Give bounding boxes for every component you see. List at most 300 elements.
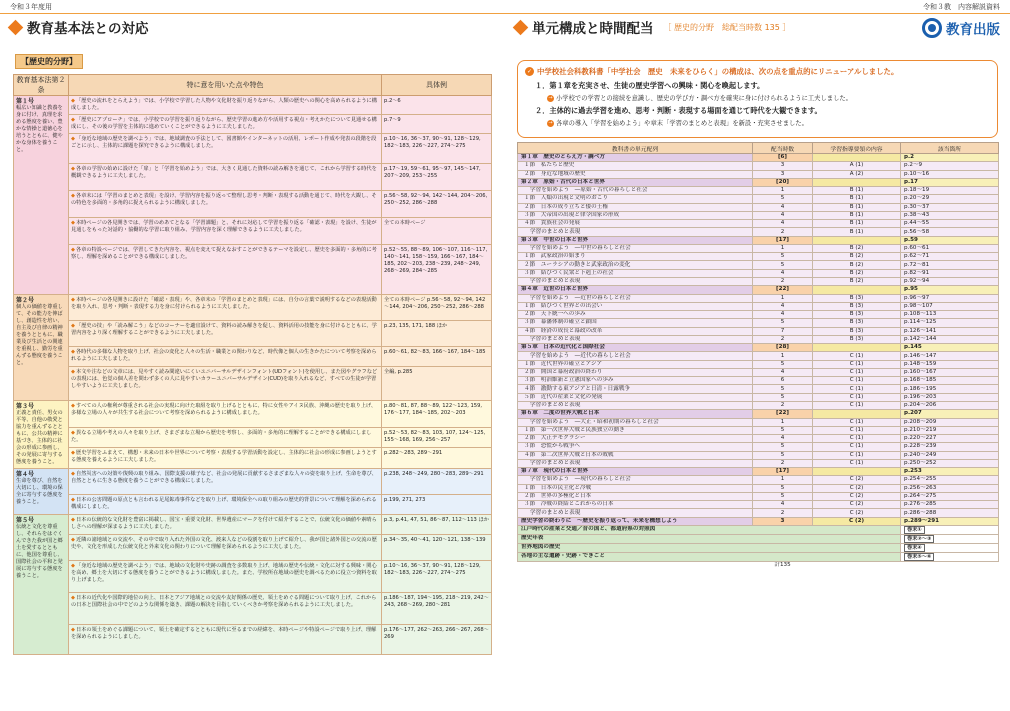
unit-cell: 学習のまとめと表現 xyxy=(518,401,753,409)
header-pages: 該当箇所 xyxy=(901,143,999,154)
example-cell: p.52～55, 88～89, 106～107, 116～117, 140～141, 158～159, 166～167, 184～185, 202～203, 238～239, 248～249, 268～269, 284～285 xyxy=(382,245,492,295)
section-row xyxy=(518,228,999,236)
example-cell: p.186～187, 194～195, 218～219, 242～243, 268～269, 280～281 xyxy=(382,593,492,625)
section-row xyxy=(518,277,999,285)
unit-cell: ２節 大正デモクラシー xyxy=(518,435,753,443)
feature-text: 「歴史の流れをとらえよう」では、小学校で学習した人物や文化財を振り返りながら、人類の歴史への関心を高められるように構成しました。 xyxy=(71,98,377,111)
hours-cell: 1 xyxy=(753,244,813,252)
guideline-cell: C (2) xyxy=(813,517,901,525)
bullet-icon: ◆ xyxy=(71,349,75,355)
guideline-cell: C (1) xyxy=(813,443,901,451)
page-cell: p.2 xyxy=(901,154,999,162)
article-number: 第５号 xyxy=(16,517,35,524)
hours-cell: 3 xyxy=(753,170,813,178)
hours-cell: 1 xyxy=(753,418,813,426)
feature-cell xyxy=(69,593,382,625)
chapter-row xyxy=(518,154,999,162)
guideline-cell xyxy=(813,410,901,418)
appendix-ref: 巻末⑤～⑥ xyxy=(904,553,934,561)
page-cell: p.30～37 xyxy=(901,203,999,211)
guideline-cell: C (1) xyxy=(813,377,901,385)
table-row xyxy=(14,347,492,367)
section-row xyxy=(518,360,999,368)
guideline-cell: B (1) xyxy=(813,203,901,211)
right-page xyxy=(505,0,1010,711)
example-cell: 全ての本時ページ p.56～58, 92～94, 142～144, 204～206, 250～252, 286～288 xyxy=(382,295,492,321)
feature-cell xyxy=(69,469,382,495)
feature-text: 日本の公害問題の原点とも言われる足尾鉱毒事件などを取り上げ、環境保全への取り組みの歴史的背景について理解を深められる構成にしました。 xyxy=(71,497,377,510)
unit-cell: ２節 開国と幕府政治の終わり xyxy=(518,368,753,376)
feature-text: 自然災害への対策や復興の取り組み、国際支援の様子など、社会の発展に貢献するさまざまな人々の姿を取り上げ、生命を尊び、自然とともに生きる態度を養うことができる構成にしました。 xyxy=(71,471,377,484)
unit-cell: ３節 明治維新と立憲国家への歩み xyxy=(518,377,753,385)
section-row xyxy=(518,187,999,195)
unit-cell: ２節 世界の多極化と日本 xyxy=(518,492,753,500)
unit-cell: ２節 ユーラシアの動きと武家政治の変化 xyxy=(518,261,753,269)
appendix-row xyxy=(518,543,999,552)
table-row xyxy=(14,96,492,115)
unit-cell: ５節 近代の産業と文化の発展 xyxy=(518,393,753,401)
hours-cell: [28] xyxy=(753,344,813,352)
table-row xyxy=(14,515,492,535)
note-point-2: ２．主体的に過去学習を進め、思考・判断・表現する場面を通じて時代を大観できます。 xyxy=(535,106,822,115)
section-row xyxy=(518,443,999,451)
field-label: 【歴史的分野】 xyxy=(15,54,83,69)
unit-cell: ４節 第二次世界大戦と日本の敗戦 xyxy=(518,451,753,459)
example-cell: p.80～81, 87, 88～89, 122～123, 159, 176～177, 184～185, 202～203 xyxy=(382,401,492,428)
hours-cell: 1 xyxy=(753,476,813,484)
section-row xyxy=(518,426,999,434)
unit-cell: 学習を始めよう ―大正・昭和初期の暮らしと社会 xyxy=(518,418,753,426)
total-blank xyxy=(901,561,999,569)
feature-text: 歴史学習をふまえて、構想・未来の日本や世界について考察・表現する学習活動を設定し、主体的に社会の形成に参画しようとする態度を養えるように工夫しました。 xyxy=(71,450,377,464)
page-cell: p.142～144 xyxy=(901,335,999,343)
unit-cell: 学習のまとめと表現 xyxy=(518,459,753,467)
table-row xyxy=(14,535,492,561)
feature-cell xyxy=(69,295,382,321)
hours-cell: 4 xyxy=(753,368,813,376)
feature-cell xyxy=(69,561,382,593)
example-cell: 全ての本時ページ xyxy=(382,218,492,245)
section-row xyxy=(518,501,999,509)
article-cell xyxy=(14,295,69,401)
article-text: 個人の価値を尊重して、その能力を伸ばし、創造性を培い、自主及び自律の精神を養うとともに、職業及び生活との関連を重視し、勤労を重んずる態度を養うこと。 xyxy=(16,304,63,366)
unit-cell: 学習のまとめと表現 xyxy=(518,277,753,285)
page-cell: p.62～71 xyxy=(901,253,999,261)
unit-cell: １節 近代世界の確立とアジア xyxy=(518,360,753,368)
diamond-icon xyxy=(8,19,24,35)
page-cell: p.228～239 xyxy=(901,443,999,451)
section-row xyxy=(518,385,999,393)
hours-cell: 2 xyxy=(753,401,813,409)
hours-cell: 5 xyxy=(753,385,813,393)
unit-cell: ３節 恐慌から戦争へ xyxy=(518,443,753,451)
article-text: 伝統と文化を尊重し、それらをはぐくんできた我が国と郷土を愛するとともに、他国を尊重し、国際社会の平和と発展に寄与する態度を養うこと。 xyxy=(16,524,63,579)
guideline-cell xyxy=(813,468,901,476)
page-cell: p.286～288 xyxy=(901,509,999,517)
guideline-cell: B (3) xyxy=(813,327,901,335)
example-cell: p.23, 135, 171, 188 ほか xyxy=(382,321,492,347)
guideline-cell: B (1) xyxy=(813,187,901,195)
page-cell: p.96～97 xyxy=(901,294,999,302)
example-cell: p.282～283, 289～291 xyxy=(382,448,492,469)
chapter-row xyxy=(518,344,999,352)
arrow-icon: → xyxy=(548,119,553,126)
article-number: 第３号 xyxy=(16,403,35,410)
guideline-cell: B (1) xyxy=(813,195,901,203)
page-cell: p.168～185 xyxy=(901,377,999,385)
hours-cell: 3 xyxy=(753,162,813,170)
guideline-cell: B (1) xyxy=(813,211,901,219)
feature-cell xyxy=(69,96,382,115)
section-row xyxy=(518,319,999,327)
hours-cell: 3 xyxy=(753,517,813,525)
guideline-cell: B (1) xyxy=(813,220,901,228)
table-header-row xyxy=(518,143,999,154)
section-row xyxy=(518,492,999,500)
section-row xyxy=(518,170,999,178)
guideline-cell: C (1) xyxy=(813,352,901,360)
bullet-icon: ◆ xyxy=(71,323,75,329)
guideline-cell: C (1) xyxy=(813,426,901,434)
diamond-icon xyxy=(513,19,529,35)
unit-cell: 第４章 近世の日本と世界 xyxy=(518,286,753,294)
feature-text: 「歴史にアプローチ」では、小学校での学習を振り返りながら、歴史学習の進め方や活用する視点・考えかたについて見通せる構成にし、その後の学習を主体的に進めていくことができるように工夫しました。 xyxy=(71,117,377,130)
unit-cell: １節 人類の出現と文明のおこり xyxy=(518,195,753,203)
page-cell: p.18～19 xyxy=(901,187,999,195)
page-cell: p.148～159 xyxy=(901,360,999,368)
table-row xyxy=(14,295,492,321)
section-row xyxy=(518,418,999,426)
example-cell: 全編, p.285 xyxy=(382,367,492,401)
guideline-cell: A (1) xyxy=(813,162,901,170)
note-point-1-detail: → 小学校での学習との接続を意識し、歴史の学び方・調べ方を確実に身に付けられるように工夫しました。 xyxy=(548,94,852,102)
example-cell: p.17～19, 59～61, 95～97, 145～147, 207～209, 253～255 xyxy=(382,164,492,191)
hours-cell: 2 xyxy=(753,277,813,285)
total-row xyxy=(518,561,999,569)
guideline-cell: C (2) xyxy=(813,501,901,509)
guideline-cell: B (3) xyxy=(813,294,901,302)
hours-cell: 1 xyxy=(753,352,813,360)
section-row xyxy=(518,261,999,269)
guideline-cell xyxy=(813,344,901,352)
feature-cell xyxy=(69,134,382,164)
table-row xyxy=(14,427,492,448)
section-row xyxy=(518,476,999,484)
guideline-cell: C (1) xyxy=(813,435,901,443)
guideline-cell: B (3) xyxy=(813,311,901,319)
unit-cell: 学習を始めよう ―原始・古代の暮らしと社会 xyxy=(518,187,753,195)
hours-cell: 4 xyxy=(753,501,813,509)
table-row xyxy=(14,469,492,495)
section-row xyxy=(518,368,999,376)
feature-text: 日本の領土をめぐる課題について、領土を確定するとともに現代に至るまでの経緯を、本時ページや特設ページで取り上げ、理解を深められるようにしました。 xyxy=(71,627,377,640)
unit-cell: ４節 激動する東アジアと日清・日露戦争 xyxy=(518,385,753,393)
page-cell: p.92～94 xyxy=(901,277,999,285)
page-cell: p.108～113 xyxy=(901,311,999,319)
feature-cell xyxy=(69,367,382,401)
example-cell: p.7～9 xyxy=(382,115,492,134)
table-row xyxy=(14,401,492,428)
section-row xyxy=(518,253,999,261)
unit-cell: １節 第一次世界大戦と民族独立の動き xyxy=(518,426,753,434)
bullet-icon: ◆ xyxy=(71,193,75,199)
guideline-cell: B (2) xyxy=(813,253,901,261)
hours-cell: [20] xyxy=(753,178,813,186)
appendix-row xyxy=(518,552,999,561)
feature-cell xyxy=(69,321,382,347)
hours-cell: 2 xyxy=(753,228,813,236)
page-cell xyxy=(901,525,999,534)
hours-cell: 4 xyxy=(753,211,813,219)
hours-cell: 4 xyxy=(753,203,813,211)
feature-text: 各章の学習の始めに設けた「扉」と「学習を始めよう」では、大きく見通した資料の読み解きを通じて、これから学習する時代を概観できるように工夫しました。 xyxy=(71,166,377,179)
article-cell xyxy=(14,469,69,515)
section-row xyxy=(518,401,999,409)
unit-allocation-table xyxy=(517,142,999,570)
section-row xyxy=(518,302,999,310)
unit-cell: ２節 天下統一への歩み xyxy=(518,311,753,319)
bullet-icon: ◆ xyxy=(71,247,75,253)
guideline-cell: C (2) xyxy=(813,484,901,492)
chapter-row xyxy=(518,236,999,244)
feature-text: 各章末には「学習のまとめと表現」を設け、学習内容を振り返って整理し思考・判断・表現する活動を通じて、時代を大観し、その特色を多面的・多角的に捉えられるように構成しました。 xyxy=(71,193,377,206)
hours-cell: 4 xyxy=(753,435,813,443)
hours-cell: 5 xyxy=(753,261,813,269)
table-row xyxy=(14,164,492,191)
unit-cell: 第２章 原始・古代の日本と世界 xyxy=(518,178,753,186)
page-cell: p.20～29 xyxy=(901,195,999,203)
feature-text: 異なる立場や考えの人々を取り上げ、さまざまな立場から歴史を考察し、多面的・多角的に理解することができる構成にしました。 xyxy=(71,429,372,443)
bullet-icon: ◆ xyxy=(71,627,75,633)
check-icon: ✓ xyxy=(526,68,533,75)
unit-cell: ２節 身近な地域の歴史 xyxy=(518,170,753,178)
section-row xyxy=(518,162,999,170)
unit-cell: １節 結びつく世界との出会い xyxy=(518,302,753,310)
guideline-cell: B (2) xyxy=(813,244,901,252)
unit-cell: 各地の主な遺跡・史跡・できごと xyxy=(518,552,901,561)
unit-cell: ２節 日本の成り立ちと倭の王権 xyxy=(518,203,753,211)
unit-cell: ４節 経済の成長と幕政の改革 xyxy=(518,327,753,335)
feature-cell xyxy=(69,625,382,655)
feature-cell xyxy=(69,218,382,245)
table-row xyxy=(14,134,492,164)
note-point-2-detail: → 各章の導入「学習を始めよう」や章末「学習のまとめと表現」を新設・充実させました。 xyxy=(548,119,808,127)
unit-cell: 学習のまとめと表現 xyxy=(518,335,753,343)
feature-text: 「身近な地域の歴史を調べよう」では、地域調査の手法として、図書館やインターネットの活用、レポート作成や発表の段階を段ごとに示し、主体的に課題を探究できるように構成しました。 xyxy=(71,136,377,149)
unit-cell: 第７章 現代の日本と世界 xyxy=(518,468,753,476)
feature-cell xyxy=(69,401,382,428)
guideline-cell: C (2) xyxy=(813,476,901,484)
right-topbar: 令和３教 内容解説資料 xyxy=(505,0,1010,14)
section-row xyxy=(518,195,999,203)
header-example: 具体例 xyxy=(382,75,492,96)
bullet-icon: ◆ xyxy=(71,98,75,104)
feature-text: 本時ページの各見開きでは、学習のめあてとなる「学習課題」と、それに対応して学習を振り返る「確認・表現」を設け、生徒が見通しをもった対話的・協働的な学習に取り組み、学習内容を深く理解できるように工夫しました。 xyxy=(71,220,377,233)
article-text: 生命を尊び、自然を大切にし、環境の保全に寄与する態度を養うこと。 xyxy=(16,478,63,505)
section-row xyxy=(518,435,999,443)
page-cell: p.250～252 xyxy=(901,459,999,467)
feature-text: 日本の伝統的な文化財を豊富に掲載し、国宝・重要文化財、世界遺産にマークを付けて紹介することで、伝統文化の価値や素晴らしさへの理解が深まるように工夫しました。 xyxy=(71,517,377,530)
example-cell: p.60～61, 82～83, 166～167, 184～185 xyxy=(382,347,492,367)
hours-cell: 5 xyxy=(753,443,813,451)
page-cell: p.56～58 xyxy=(901,228,999,236)
guideline-cell: B (2) xyxy=(813,269,901,277)
page-cell: p.204～206 xyxy=(901,401,999,409)
page-cell: p.145 xyxy=(901,344,999,352)
page-cell: p.208～209 xyxy=(901,418,999,426)
article-text: 幅広い知識と教養を身に付け、真理を求める態度を養い、豊かな情操と道徳心を培うとともに、健やかな身体を養うこと。 xyxy=(16,105,63,153)
section-row xyxy=(518,459,999,467)
example-cell: p.10～16, 36～37, 90～91, 128～129, 182～183, 226～227, 274～275 xyxy=(382,561,492,593)
section-row xyxy=(518,211,999,219)
example-cell: p.56～58, 92～94, 142～144, 204～206, 250～252, 286～288 xyxy=(382,191,492,218)
article-cell xyxy=(14,401,69,469)
feature-cell xyxy=(69,448,382,469)
table-row xyxy=(14,495,492,515)
article-cell xyxy=(14,96,69,295)
renewal-note-box xyxy=(517,60,998,138)
hours-cell: 5 xyxy=(753,451,813,459)
bullet-icon: ◆ xyxy=(71,220,75,226)
unit-cell: 第１章 歴史のとらえ方・調べ方 xyxy=(518,154,753,162)
hours-cell: 5 xyxy=(753,253,813,261)
page-cell: p.17 xyxy=(901,178,999,186)
page-cell: p.44～55 xyxy=(901,220,999,228)
article-number: 第４号 xyxy=(16,471,35,478)
header-unit: 教科書の単元配列 xyxy=(518,143,753,154)
page-cell: p.256～263 xyxy=(901,484,999,492)
appendix-ref: 巻末① xyxy=(904,526,925,534)
unit-cell: 学習を始めよう ―中世の暮らしと社会 xyxy=(518,244,753,252)
hours-cell: 5 xyxy=(753,484,813,492)
unit-cell: 第５章 日本の近代化と国際社会 xyxy=(518,344,753,352)
appendix-row xyxy=(518,534,999,543)
feature-cell xyxy=(69,427,382,448)
section-row xyxy=(518,335,999,343)
table-row xyxy=(14,448,492,469)
guideline-cell: A (2) xyxy=(813,170,901,178)
page-cell: p.146～147 xyxy=(901,352,999,360)
feature-text: 本文や注などの文章には、見やすく読み間違いにくいユニバーサルデザインフォント(UDフォント)を使用し、また図やグラフなどの表現には、色覚の個人差を問わず多くの人に見やすいカラーユニバーサルデザイン(CUD)を取り入れるなど、すべての生徒が学習しやすいように工夫しました。 xyxy=(71,369,378,389)
section-row xyxy=(518,509,999,517)
page-cell: p.95 xyxy=(901,286,999,294)
feature-cell xyxy=(69,245,382,295)
feature-cell xyxy=(69,164,382,191)
bullet-icon: ◆ xyxy=(71,166,75,172)
table-row xyxy=(14,218,492,245)
bullet-icon: ◆ xyxy=(71,136,75,142)
appendix-ref: 巻末④ xyxy=(904,544,925,552)
guideline-cell: B (1) xyxy=(813,228,901,236)
guideline-cell xyxy=(813,286,901,294)
hours-cell: 1 xyxy=(753,187,813,195)
page-cell: p.72～81 xyxy=(901,261,999,269)
article-number: 第２号 xyxy=(16,297,35,304)
guideline-cell xyxy=(813,236,901,244)
hours-cell: 5 xyxy=(753,426,813,434)
guideline-cell: C (1) xyxy=(813,360,901,368)
page-cell xyxy=(901,534,999,543)
unit-cell: 学習を始めよう ―近世の暮らしと社会 xyxy=(518,294,753,302)
page-cell: p.210～219 xyxy=(901,426,999,434)
header-feature: 特に意を用いた点や特色 xyxy=(69,75,382,96)
guideline-cell: C (1) xyxy=(813,393,901,401)
page-cell: p.196～203 xyxy=(901,393,999,401)
example-cell: p.238, 248～249, 280～283, 289～291 xyxy=(382,469,492,495)
guideline-cell: B (3) xyxy=(813,319,901,327)
section-row xyxy=(518,244,999,252)
arrow-icon: → xyxy=(548,94,553,101)
hours-cell: 6 xyxy=(753,377,813,385)
chapter-row xyxy=(518,286,999,294)
table-header-row xyxy=(14,75,492,96)
page-cell: p.2～9 xyxy=(901,162,999,170)
page-cell: p.98～107 xyxy=(901,302,999,310)
hours-cell: 4 xyxy=(753,220,813,228)
hours-cell: 1 xyxy=(753,294,813,302)
section-row xyxy=(518,220,999,228)
unit-cell: 歴史年表 xyxy=(518,534,901,543)
table-row xyxy=(14,367,492,401)
total-blank xyxy=(813,561,901,569)
hours-cell: 4 xyxy=(753,311,813,319)
table-row xyxy=(14,115,492,134)
page-cell: p.10～16 xyxy=(901,170,999,178)
guideline-cell: C (2) xyxy=(813,492,901,500)
unit-cell: １節 私たちと歴史 xyxy=(518,162,753,170)
example-cell: p.52～53, 82～83, 103, 107, 124～125, 155～168, 169, 256～257 xyxy=(382,427,492,448)
guideline-cell: C (1) xyxy=(813,401,901,409)
table-row xyxy=(14,561,492,593)
hours-cell: [17] xyxy=(753,468,813,476)
bullet-icon: ◆ xyxy=(71,537,75,543)
section-row xyxy=(518,311,999,319)
section-row xyxy=(518,203,999,211)
publisher-name: 教育出版 xyxy=(946,22,1000,38)
unit-cell: 歴史学習の終わりに ～歴史を振り返って、未来を構想しよう xyxy=(518,517,753,525)
hours-cell: 5 xyxy=(753,195,813,203)
appendix-row xyxy=(518,525,999,534)
page-cell: p.240～249 xyxy=(901,451,999,459)
page-cell xyxy=(901,543,999,552)
guideline-cell: C (1) xyxy=(813,451,901,459)
unit-cell: １節 武家政治の始まり xyxy=(518,253,753,261)
guideline-cell: C (1) xyxy=(813,418,901,426)
table-row xyxy=(14,593,492,625)
unit-cell: 学習を始めよう ―近代の暮らしと社会 xyxy=(518,352,753,360)
bullet-icon: ◆ xyxy=(71,517,75,523)
feature-text: 日本の近代化や国際的地位の向上、日本とアジア地域との交流や友好関係の歴史、領土をめぐる問題について取り上げ、これからの日本と国際社会の中でどのような関係を築き、課題の解決を目指していくべきか考察を深められるように工夫しました。 xyxy=(71,595,377,608)
chapter-row xyxy=(518,517,999,525)
page-cell: p.114～125 xyxy=(901,319,999,327)
bullet-icon: ◆ xyxy=(71,595,75,601)
page-cell: p.276～285 xyxy=(901,501,999,509)
section-row xyxy=(518,269,999,277)
page-cell: p.289～291 xyxy=(901,517,999,525)
header-guideline: 学習指導要領の内容 xyxy=(813,143,901,154)
section-row xyxy=(518,352,999,360)
hours-cell: [22] xyxy=(753,286,813,294)
feature-text: 各時代の多様な人物を取り上げ、社会の変化と人々の生活・職業との関わりなど、時代像と個人の生きかたについて考察を深められるように工夫しました。 xyxy=(71,349,377,362)
guideline-cell xyxy=(813,178,901,186)
unit-cell: 江戸時代の産業と交通／昔の国と、都道府県の対照図 xyxy=(518,525,901,534)
hours-cell: 5 xyxy=(753,360,813,368)
hours-cell: 4 xyxy=(753,269,813,277)
section-row xyxy=(518,327,999,335)
chapter-row xyxy=(518,410,999,418)
page-cell: p.264～275 xyxy=(901,492,999,500)
left-topbar: 令和３年度用 xyxy=(0,0,505,14)
